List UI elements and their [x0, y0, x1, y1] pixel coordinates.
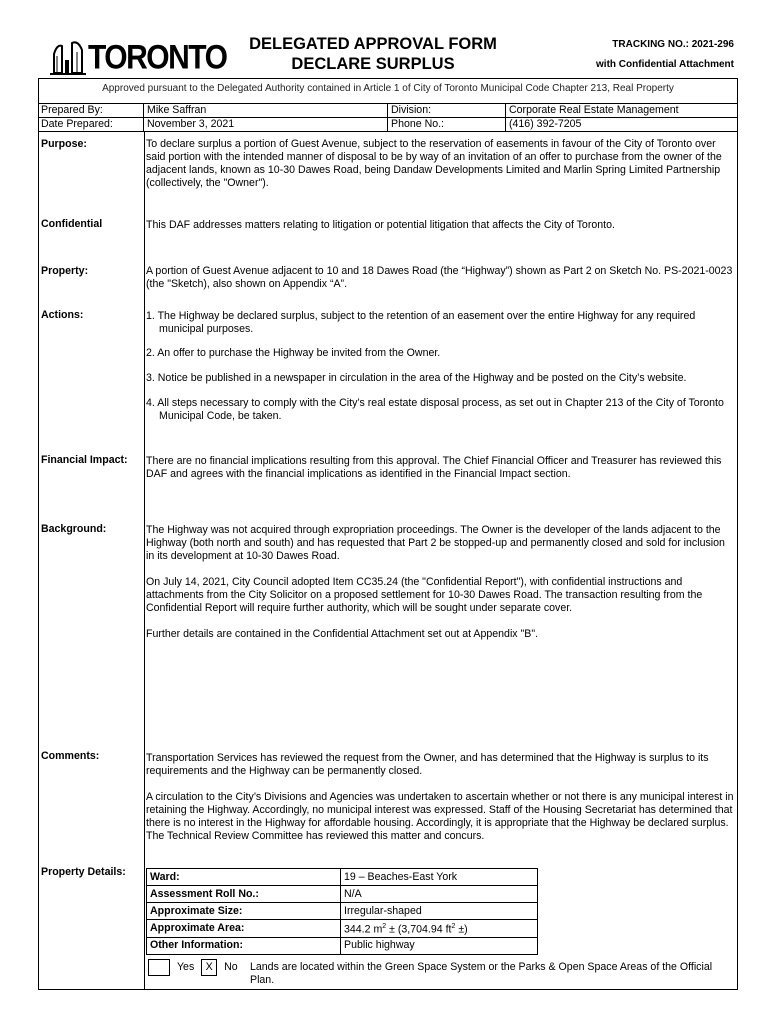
- prepared-by-value: Mike Saffran: [144, 104, 388, 118]
- area-imperial: ± (3,704.94 ft: [386, 923, 452, 936]
- yes-label: Yes: [176, 961, 195, 974]
- area-suffix: ±): [455, 923, 468, 936]
- purpose-text: To declare surplus a portion of Guest Avenue, subject to the reservation of easements in favour of the City of Toronto over said portion with the intended manner of disposal to be by way of an invitation of an offer to purchase from the owner of the adjacent lands, known as 10-30 Dawes Road, being Dandaw Developments Limited and Marlin Spring Limited Partnership (collectively, the "Owner").: [146, 138, 722, 189]
- table-row: [147, 937, 538, 954]
- confidential-label: Confidential: [41, 218, 103, 230]
- area-metric: 344.2 m: [344, 923, 383, 936]
- form-title: [213, 34, 533, 74]
- comments-paragraph: A circulation to the City’s Divisions and Agencies was undertaken to ascertain whether or not there is any municipal interest in retaining the Highway. Accordingly, no municipal interest was expressed. Staff of the Housing Secretariat has determined that there is no interest in the Highway for affordable housing. Accordingly, it is appropriate that the Highway be declared surplus. The Technical Review Committee has reviewed this matter and concurs.: [146, 791, 734, 842]
- background-paragraph: The Highway was not acquired through expropriation proceedings. The Owner is the developer of the lands adjacent to the Highway (both north and south) and has requested that Part 2 be stopped-up and permanently closed and sold for inclusion in its development at 10-30 Dawes Road.: [146, 524, 725, 562]
- approximate-area-label: Approximate Area:: [147, 920, 341, 938]
- no-checkbox[interactable]: X: [201, 959, 217, 976]
- approximate-size-value: Irregular-shaped: [341, 903, 538, 920]
- background-label: Background:: [41, 523, 107, 535]
- comments-label: Comments:: [41, 750, 100, 762]
- property-label: Property:: [41, 265, 89, 277]
- table-row: [147, 869, 538, 886]
- form-title-line1: DELEGATED APPROVAL FORM: [249, 35, 497, 53]
- assessment-roll-value: N/A: [341, 886, 538, 903]
- city-hall-icon: [48, 40, 88, 76]
- other-information-value: Public highway: [341, 937, 538, 954]
- approved-text: Approved pursuant to the Delegated Authority contained in Article 1 of City of Toronto Municipal Code Chapter 213, Real Property: [102, 83, 674, 94]
- background-paragraph: Further details are contained in the Confidential Attachment set out at Appendix "B".: [146, 628, 539, 640]
- area-superscript: 2: [382, 923, 387, 930]
- action-item: 3. Notice be published in a newspaper in circulation in the area of the Highway and be posted on the City’s website.: [146, 372, 687, 384]
- purpose-label: Purpose:: [41, 138, 87, 150]
- property-details-label: Property Details:: [41, 866, 126, 878]
- table-row: [147, 920, 538, 938]
- date-prepared-label: Date Prepared:: [38, 118, 144, 132]
- form-title-line2: DECLARE SURPLUS: [291, 55, 455, 73]
- column-divider: [144, 132, 145, 990]
- green-space-row: [148, 959, 738, 986]
- comments-section: [146, 752, 734, 856]
- financial-impact-text: There are no financial implications resulting from this approval. The Chief Financial Officer and Treasurer has reviewed this DAF and agrees with the financial implications as identified in the Financial Impact section.: [146, 455, 722, 480]
- property-details-table: [146, 868, 538, 955]
- phone-label: Phone No.:: [388, 118, 506, 132]
- financial-impact-label: Financial Impact:: [41, 454, 128, 466]
- green-space-text: Lands are located within the Green Space System or the Parks & Open Space Areas of the Official Plan.: [250, 961, 713, 986]
- area-superscript: 2: [451, 923, 456, 930]
- tracking-number: TRACKING NO.: 2021-296: [612, 39, 734, 50]
- approximate-size-label: Approximate Size:: [147, 903, 341, 920]
- no-label: No: [224, 961, 238, 974]
- confidential-text: This DAF addresses matters relating to litigation or potential litigation that affects the City of Toronto.: [146, 219, 615, 231]
- confidential-attachment-note: with Confidential Attachment: [596, 59, 734, 70]
- logo-wordmark: TORONTO: [88, 38, 227, 77]
- division-label: Division:: [388, 104, 506, 118]
- division-value: Corporate Real Estate Management: [509, 104, 679, 116]
- assessment-roll-label: Assessment Roll No.:: [147, 886, 341, 903]
- toronto-logo: [48, 38, 227, 77]
- ward-label: Ward:: [147, 869, 341, 886]
- table-row: [147, 903, 538, 920]
- phone-value: (416) 392-7205: [509, 118, 582, 130]
- comments-paragraph: Transportation Services has reviewed the request from the Owner, and has determined that the Highway is surplus to its requirements and the Highway can be permanently closed.: [146, 752, 709, 777]
- prepared-by-label: Prepared By:: [38, 104, 144, 118]
- date-prepared-value: November 3, 2021: [144, 118, 388, 132]
- actions-list: [146, 310, 734, 436]
- form-header: [38, 30, 738, 78]
- property-text: A portion of Guest Avenue adjacent to 10 and 18 Dawes Road (the “Highway”) shown as Part 2 on Sketch No. PS-2021-0023 (the "Sketch), also shown on Appendix “A”.: [146, 265, 733, 290]
- action-item: 2. An offer to purchase the Highway be invited from the Owner.: [146, 347, 441, 359]
- info-row-1: [38, 104, 738, 118]
- actions-label: Actions:: [41, 309, 84, 321]
- ward-value: 19 – Beaches-East York: [341, 869, 538, 886]
- approximate-area-value: [341, 920, 538, 938]
- action-item: 1. The Highway be declared surplus, subject to the retention of an easement over the entire Highway for any required municipal purposes.: [146, 310, 696, 335]
- table-row: [147, 886, 538, 903]
- background-section: [146, 524, 734, 654]
- yes-checkbox[interactable]: [148, 959, 170, 976]
- info-row-2: [38, 118, 738, 132]
- other-information-label: Other Information:: [147, 937, 341, 954]
- approved-banner: [38, 78, 738, 104]
- action-item: 4. All steps necessary to comply with the City’s real estate disposal process, as set out in Chapter 213 of the City of Toronto Municipal Code, be taken.: [146, 397, 724, 422]
- background-paragraph: On July 14, 2021, City Council adopted Item CC35.24 (the "Confidential Report"), with confidential instructions and attachments from the City Solicitor on a proposed settlement for 10-30 Dawes Road. The transaction resulting from the Confidential Report will require further authority, which will be sought under separate cover.: [146, 576, 703, 614]
